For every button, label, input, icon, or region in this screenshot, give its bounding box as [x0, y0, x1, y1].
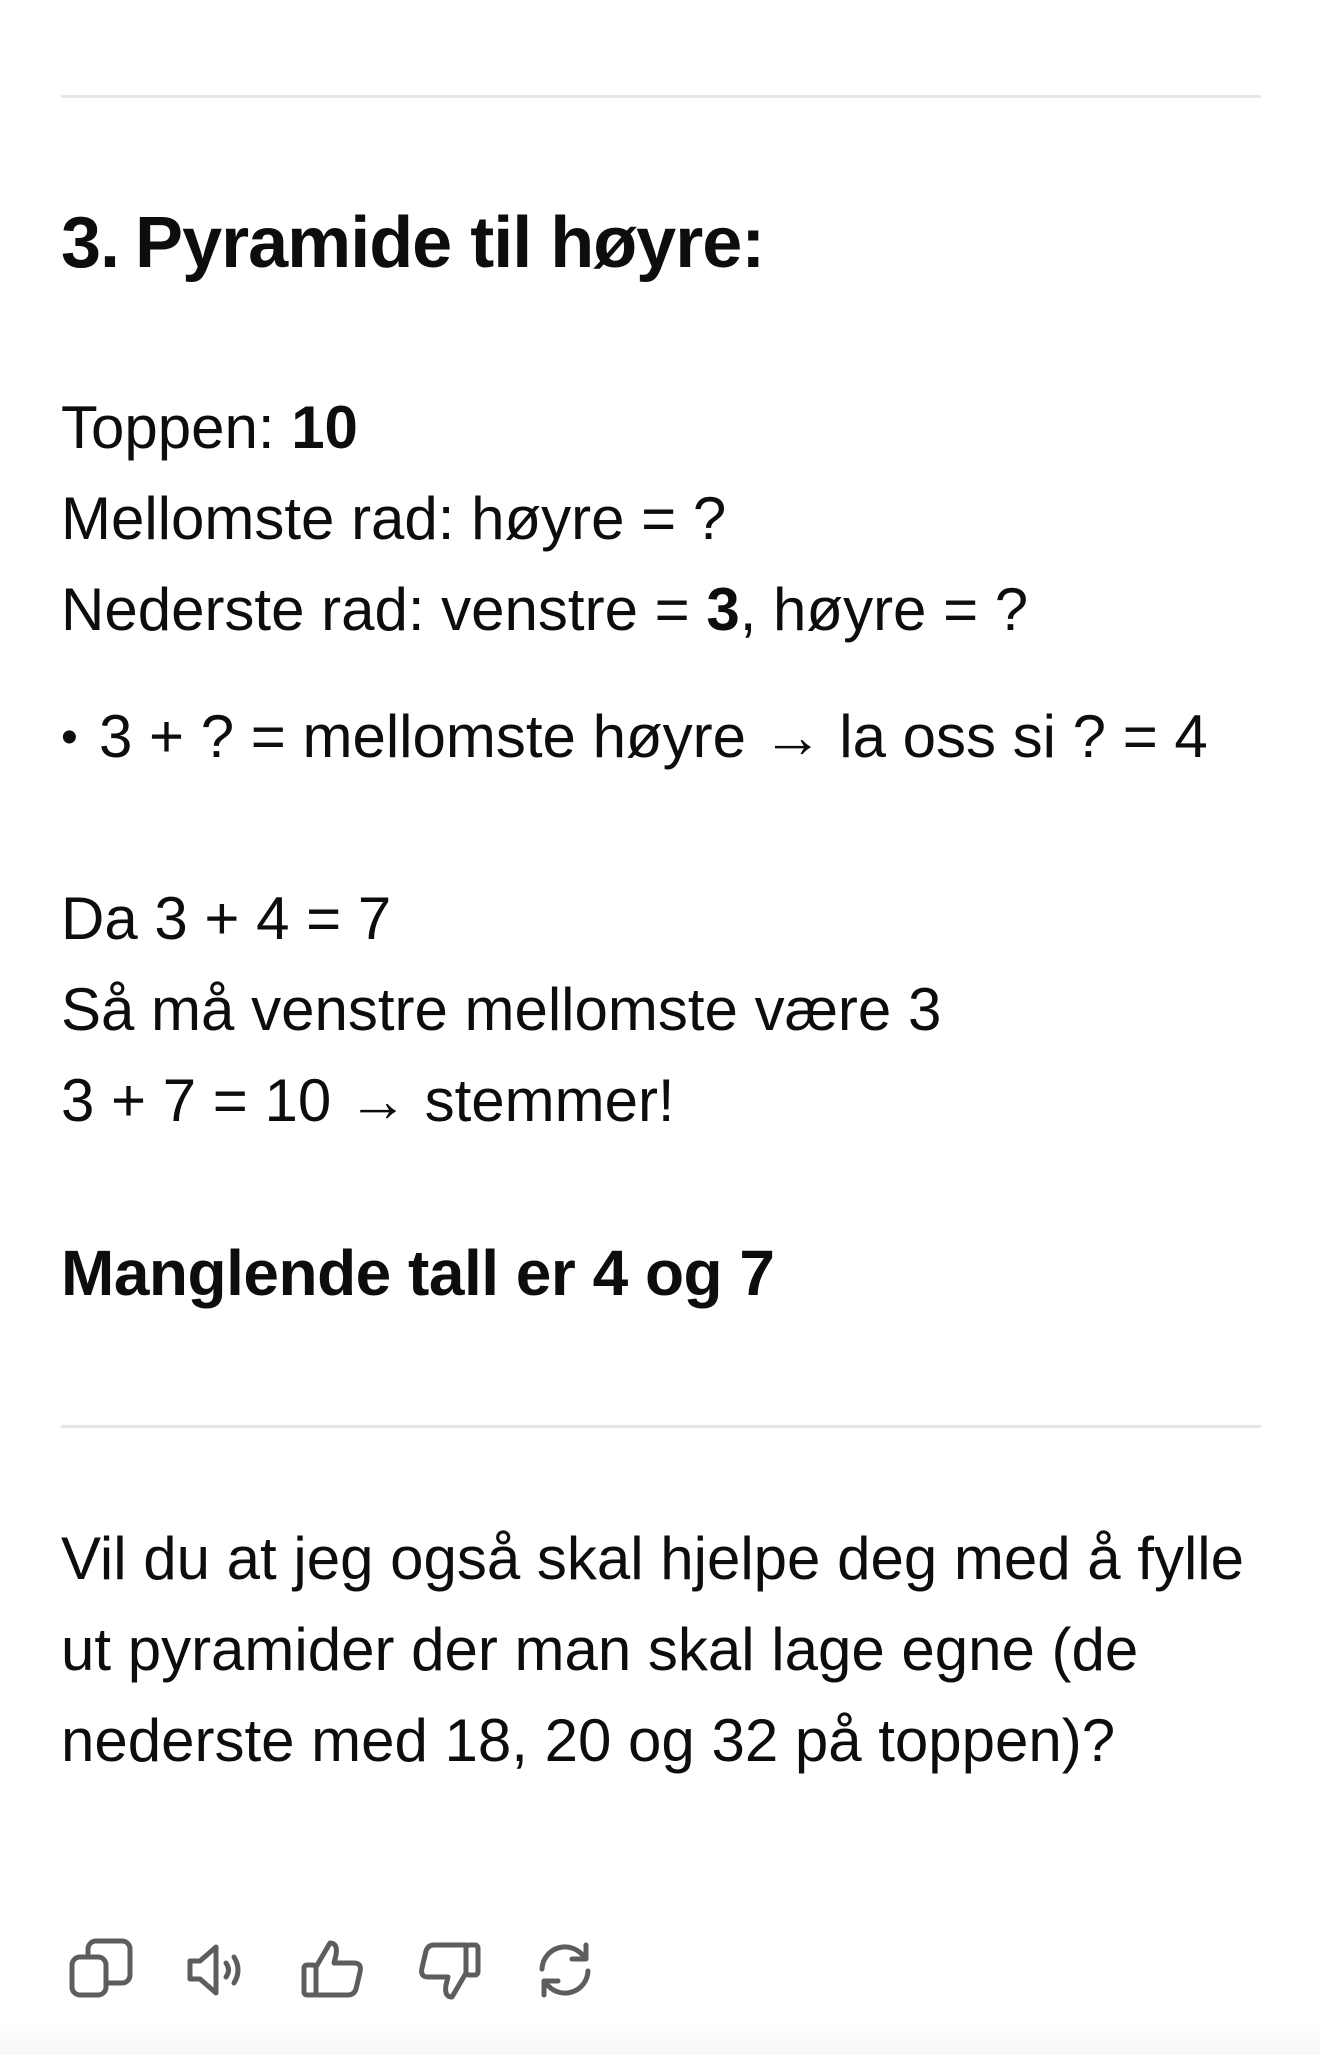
- top-label: Toppen:: [61, 394, 292, 461]
- section-number: 3.: [61, 203, 120, 283]
- pyramid-description: [61, 382, 1028, 655]
- bullet-list: [61, 691, 1279, 787]
- section-title: Pyramide til høyre:: [135, 203, 765, 283]
- bottom-row-value: 3: [706, 576, 740, 643]
- top-line: [61, 382, 1028, 473]
- step-line: Da 3 + 4 = 7: [61, 885, 392, 952]
- copy-button[interactable]: [61, 1930, 141, 2010]
- step-line: Så må venstre mellomste være 3: [61, 976, 942, 1043]
- follow-up-question: Vil du at jeg også skal hjelpe deg med å fylle ut pyramider der man skal lage egne (de nederste med 18, 20 og 32 på toppen)?: [61, 1525, 1244, 1774]
- calculation-steps: [61, 873, 941, 1146]
- step-line: 3 + 7 = 10 → stemmer!: [61, 1067, 675, 1134]
- regenerate-button[interactable]: [525, 1930, 605, 2010]
- thumbs-up-icon: [298, 1935, 368, 2005]
- conclusion: Manglende tall er 4 og 7: [61, 1237, 775, 1309]
- regenerate-icon: [530, 1935, 600, 2005]
- top-divider: [61, 95, 1261, 98]
- top-value: 10: [291, 394, 358, 461]
- message-actions: [61, 1930, 641, 2010]
- speaker-icon: [182, 1935, 252, 2005]
- bottom-row-suffix: , høyre = ?: [739, 576, 1029, 643]
- list-item: [61, 691, 1279, 787]
- copy-icon: [66, 1935, 136, 2005]
- thumbs-down-icon: [414, 1935, 484, 2005]
- middle-row-line: Mellomste rad: høyre = ?: [61, 485, 727, 552]
- middle-divider: [61, 1425, 1261, 1428]
- bottom-fade: [0, 2025, 1320, 2055]
- bullet-text: 3 + ? = mellomste høyre → la oss si ? = 4: [99, 703, 1208, 770]
- thumbs-up-button[interactable]: [293, 1930, 373, 2010]
- bottom-row-prefix: Nederste rad: venstre =: [61, 576, 707, 643]
- read-aloud-button[interactable]: [177, 1930, 257, 2010]
- section-heading: [61, 198, 764, 288]
- thumbs-down-button[interactable]: [409, 1930, 489, 2010]
- bullet-marker: [61, 691, 99, 787]
- bottom-row-line: [61, 564, 1028, 655]
